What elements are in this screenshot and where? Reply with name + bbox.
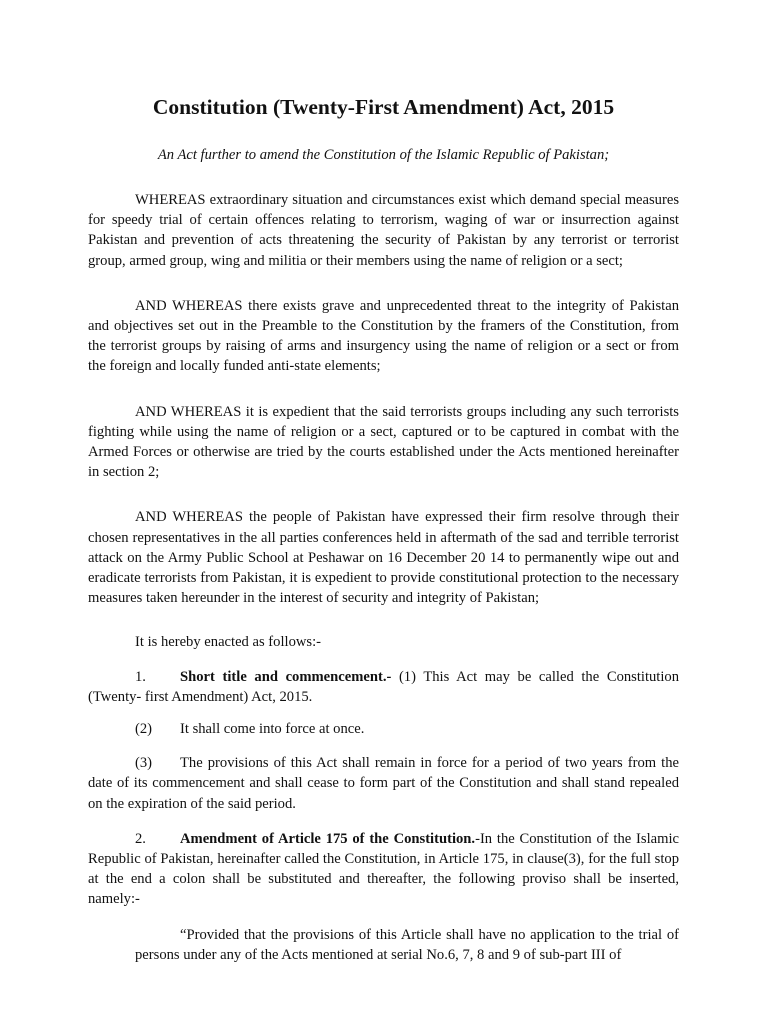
- section-number: 1.: [135, 668, 146, 685]
- section-1-subclause-2: [88, 719, 679, 739]
- section-text: (1) This Act may be called the Constitution (Twenty- first Amendment) Act, 2015.: [88, 668, 680, 705]
- preamble-paragraph-4: AND WHEREAS the people of Pakistan have expressed their firm resolve through their chosen representatives in the all parties conferences held in aftermath of the sad and terrible terrorist attack on the Army Public School at Peshawar on 16 December 20 14 to permanently wipe out and eradicate terrorists from Pakistan, it is expedient to provide constitutional protection to the necessary measures taken hereunder in the interest of security and integrity of Pakistan;: [88, 509, 679, 607]
- preamble-paragraph-1: WHEREAS extraordinary situation and circumstances exist which demand special measures for speedy trial of certain offences relating to terrorism, waging of war or insurrection against Pakistan and prevention of acts threatening the security of Pakistan by any terrorist or terrorist group, armed group, wing and militia or their members using the name of religion or a sect;: [88, 192, 679, 269]
- section-1: [88, 667, 679, 707]
- section-number: 2.: [135, 830, 146, 847]
- subclause-text: It shall come into force at once.: [180, 721, 365, 738]
- preamble-paragraph-3: AND WHEREAS it is expedient that the said terrorists groups including any such terrorists fighting while using the name of religion or a sect, captured or to be captured in combat with the Armed Forces or otherwise are tried by the courts established under the Acts mentioned hereinafter in section 2;: [88, 403, 679, 481]
- preamble-paragraph-2: AND WHEREAS there exists grave and unprecedented threat to the integrity of Pakistan and objectives set out in the Preamble to the Constitution by the framers of the Constitution, from the terrorist groups by raising of arms and insurgency using the name of religion or a sect or from the foreign and locally funded anti-state elements;: [88, 297, 679, 375]
- section-2: [88, 829, 679, 910]
- section-1-subclause-3: [88, 753, 679, 814]
- subclause-text: The provisions of this Act shall remain in force for a period of two years from the date of its commencement and shall cease to form part of the Constitution and shall stand repealed on the expiration of the said period.: [88, 755, 679, 812]
- document-title: Constitution (Twenty-First Amendment) Act, 2015: [152, 95, 615, 119]
- section-text: -In the Constitution of the Islamic Republic of Pakistan, hereinafter called the Constitution, in Article 175, in clause(3), for the full stop at the end a colon shall be substituted and thereafter, the following proviso shall be inserted, namely:-: [88, 830, 680, 908]
- subclause-number: (3): [135, 755, 153, 772]
- section-heading: Amendment of Article 175 of the Constitution.: [180, 830, 476, 847]
- document-subtitle: An Act further to amend the Constitution of the Islamic Republic of Pakistan;: [157, 147, 610, 163]
- subclause-number: (2): [135, 721, 153, 738]
- section-heading: Short title and commencement.-: [180, 668, 392, 685]
- enactment-clause: It is hereby enacted as follows:-: [135, 634, 322, 651]
- proviso-quote: “Provided that the provisions of this Article shall have no application to the trial of persons under any of the Acts mentioned at serial No.6, 7, 8 and 9 of sub-part III of: [135, 926, 679, 963]
